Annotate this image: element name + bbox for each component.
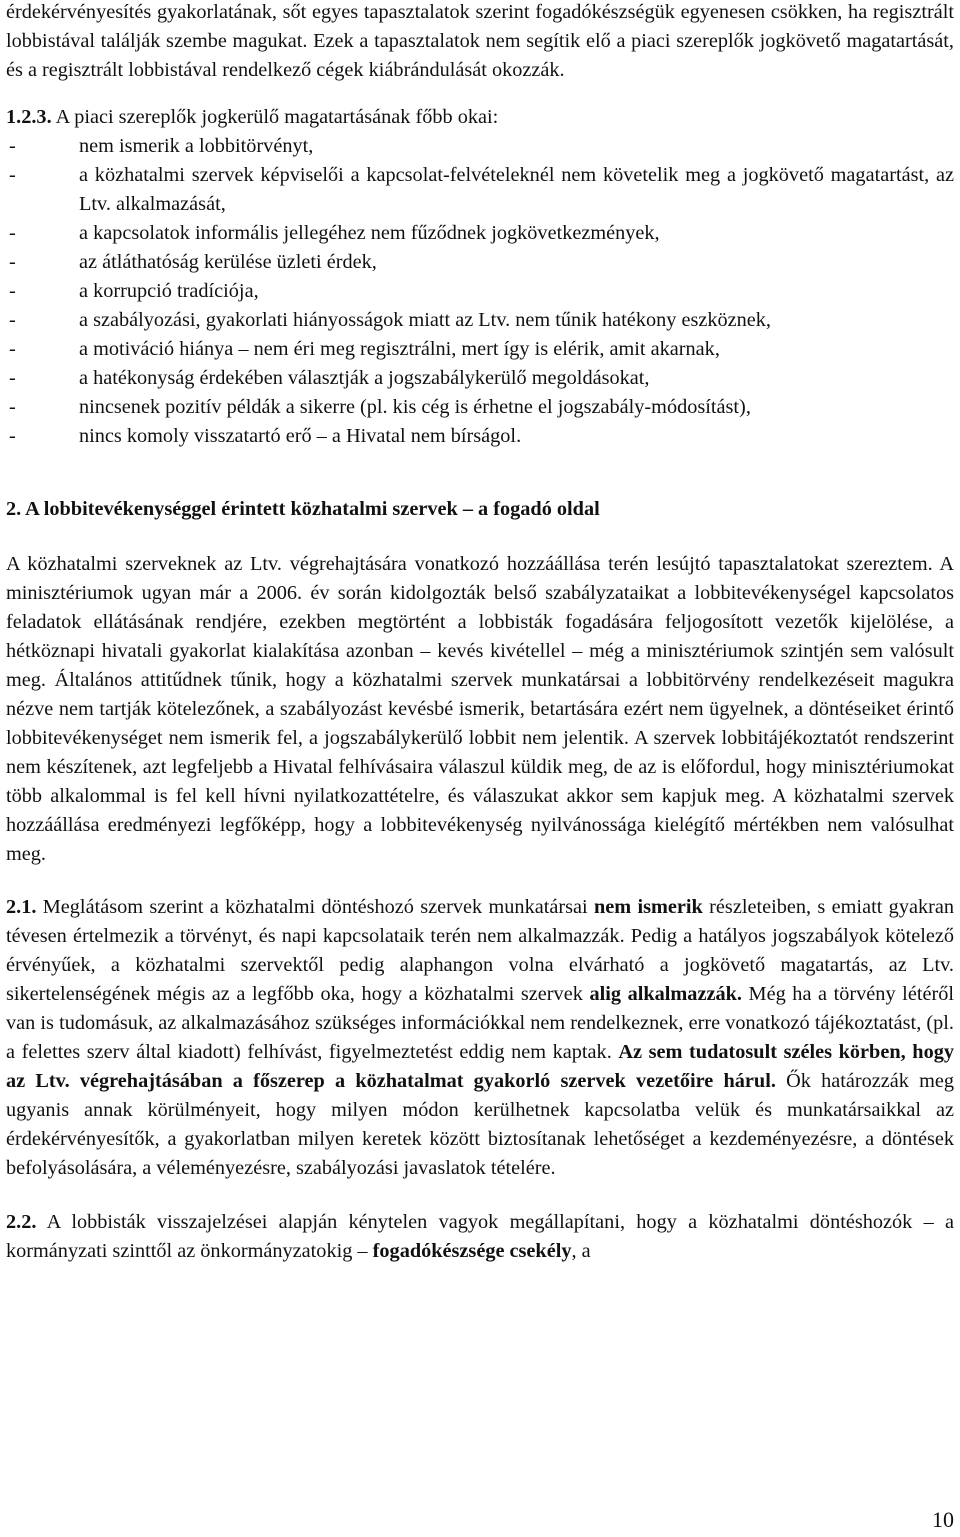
dash-bullet: - (9, 309, 16, 331)
dash-bullet: - (9, 135, 16, 157)
list-item (6, 248, 954, 277)
body-text: Meglátásom szerint a közhatalmi döntéshozó szervek munkatársai (36, 896, 594, 918)
body-text: , a (571, 1240, 591, 1262)
list-item (6, 364, 954, 393)
dash-bullet: - (9, 396, 16, 418)
section-title: A piaci szereplők jogkerülő magatartásának főbb okai: (55, 106, 499, 128)
list-item (6, 277, 954, 306)
list-item (6, 306, 954, 335)
list-item-text: a szabályozási, gyakorlati hiányosságok miatt az Ltv. nem tűnik hatékony eszköznek, (79, 309, 771, 331)
section-number: 1.2.3. (6, 106, 52, 128)
dash-bullet: - (9, 425, 16, 447)
list-item-text: az átláthatóság kerülése üzleti érdek, (79, 251, 377, 273)
list-item-text: nem ismerik a lobbitörvényt, (79, 135, 314, 157)
dash-bullet: - (9, 367, 16, 389)
dash-bullet: - (9, 251, 16, 273)
section-2-2-paragraph (6, 1208, 954, 1266)
body-text: Még ha a törvény létéről van is tudomásuk, az alkalmazásához szükséges információkkal nem rendelkeznek, erre vonatkozó tájékoztatást, (pl. a felettes szerv által kiadott) felhívást, figyelmeztetést eddig nem kaptak. (6, 983, 954, 1063)
list-item-text: nincs komoly visszatartó erő – a Hivatal nem bírságol. (79, 425, 522, 447)
reasons-list (6, 132, 954, 451)
list-item-text: a motiváció hiánya – nem éri meg regisztrálni, mert így is elérik, amit akarnak, (79, 338, 720, 360)
list-item-text: nincsenek pozitív példák a sikerre (pl. kis cég is érhetne el jogszabály-módosítást), (79, 396, 751, 418)
dash-bullet: - (9, 338, 16, 360)
page-number: 10 (932, 1507, 954, 1532)
bold-text: fogadókészsége csekély (372, 1240, 572, 1262)
section-number: 2.1. (6, 896, 37, 918)
list-item (6, 422, 954, 451)
document-page (6, 0, 954, 1266)
dash-bullet: - (9, 280, 16, 302)
body-text: részleteiben, s emiatt gyakran tévesen értelmezik a törvényt, és napi kapcsolataik terén nem alkalmazzák. Pedig a hatályos jogszabályok kötelező érvényűek, a közhatalmi szervektől pedig alaphangon volna elvárható a jogkövető magatartás, az Ltv. sikertelenségének mégis az a legfőbb oka, hogy a közhatalmi szervek (6, 896, 954, 1005)
list-item-text: a korrupció tradíciója, (79, 280, 259, 302)
list-item (6, 161, 954, 219)
section-number: 2.2. (6, 1211, 37, 1233)
dash-bullet: - (9, 222, 16, 244)
list-item-text: a kapcsolatok informális jellegéhez nem fűződnek jogkövetkezmények, (79, 222, 660, 244)
section-2-paragraph: A közhatalmi szerveknek az Ltv. végrehajtására vonatkozó hozzáállása terén lesújtó tapasztalatokat szereztem. A minisztériumok ugyan már a 2006. év során kidolgozták belső szabályzataikat a lobbitevékenységel kapcsolatos feladatok ellátásának rendjére, ezekben megtörtént a lobbisták fogadására feljogosított vezetők kijelölése, a hétköznapi hivatali gyakorlat kialakítása azonban – kevés kivétellel – még a minisztériumok szintjén sem valósult meg. Általános attitűdnek tűnik, hogy a közhatalmi szervek munkatársai a lobbitörvény rendelkezéseit magukra nézve nem tartják kötelezőnek, a szabályozást kevésbé ismerik, betartására ezért nem ügyelnek, a döntéseiket érintő lobbitevékenységet nem ismerik fel, a jogszabálykerülő lobbit nem jelentik. A szervek lobbitájékoztatót rendszerint nem készítenek, azt legfeljebb a Hivatal felhívásaira válaszul küldik meg, de az is előfordul, hogy minisztériumokat több alkalommal is fel kell hívni nyilatkozattételre, és válaszukat akkor sem kapjuk meg. A közhatalmi szervek hozzáállása eredményezi legfőképp, hogy a lobbitevékenység nyilvánossága kielégítő mértékben nem valósulhat meg. (6, 553, 954, 865)
section-2-heading (6, 495, 954, 524)
intro-paragraph: érdekérvényesítés gyakorlatának, sőt egyes tapasztalatok szerint fogadókészségük egyenesen csökken, ha regisztrált lobbistával találják szembe magukat. Ezek a tapasztalatok nem segítik elő a piaci szereplők jogkövető magatartását, és a regisztrált lobbistával rendelkező cégek kiábrándulását okozzák. (6, 1, 954, 81)
bold-text: Az sem tudatosult széles körben, hogy az Ltv. végrehajtásában a főszerep a közhatalmat gyakorló szervek vezetőire hárul. (6, 1041, 954, 1092)
section-heading-text: 2. A lobbitevékenységgel érintett közhatalmi szervek – a fogadó oldal (6, 498, 600, 520)
body-text: A lobbisták visszajelzései alapján kénytelen vagyok megállapítani, hogy a közhatalmi döntéshozók – a kormányzati szinttől az önkormányzatokig – (6, 1211, 954, 1262)
section-1-2-3-heading (6, 103, 954, 132)
bold-text: alig alkalmazzák. (589, 983, 742, 1005)
body-text: Ők határozzák meg ugyanis annak körülményeit, hogy milyen módon kerülhetnek kapcsolatba velük és munkatársaikkal az érdekérvényesítők, a gyakorlatban milyen keretek között biztosítanak lehetőséget a kezdeményezésre, a döntések befolyásolására, a véleményezésre, szabályozási javaslatok tételére. (6, 1070, 954, 1179)
list-item-text: a közhatalmi szervek képviselői a kapcsolat-felvételeknél nem követelik meg a jogkövető magatartást, az Ltv. alkalmazását, (79, 164, 954, 215)
section-2-1-paragraph (6, 893, 954, 1183)
list-item (6, 393, 954, 422)
list-item (6, 335, 954, 364)
list-item-text: a hatékonyság érdekében választják a jogszabálykerülő megoldásokat, (79, 367, 650, 389)
bold-text: nem ismerik (593, 896, 703, 918)
list-item (6, 132, 954, 161)
dash-bullet: - (9, 164, 16, 186)
list-item (6, 219, 954, 248)
